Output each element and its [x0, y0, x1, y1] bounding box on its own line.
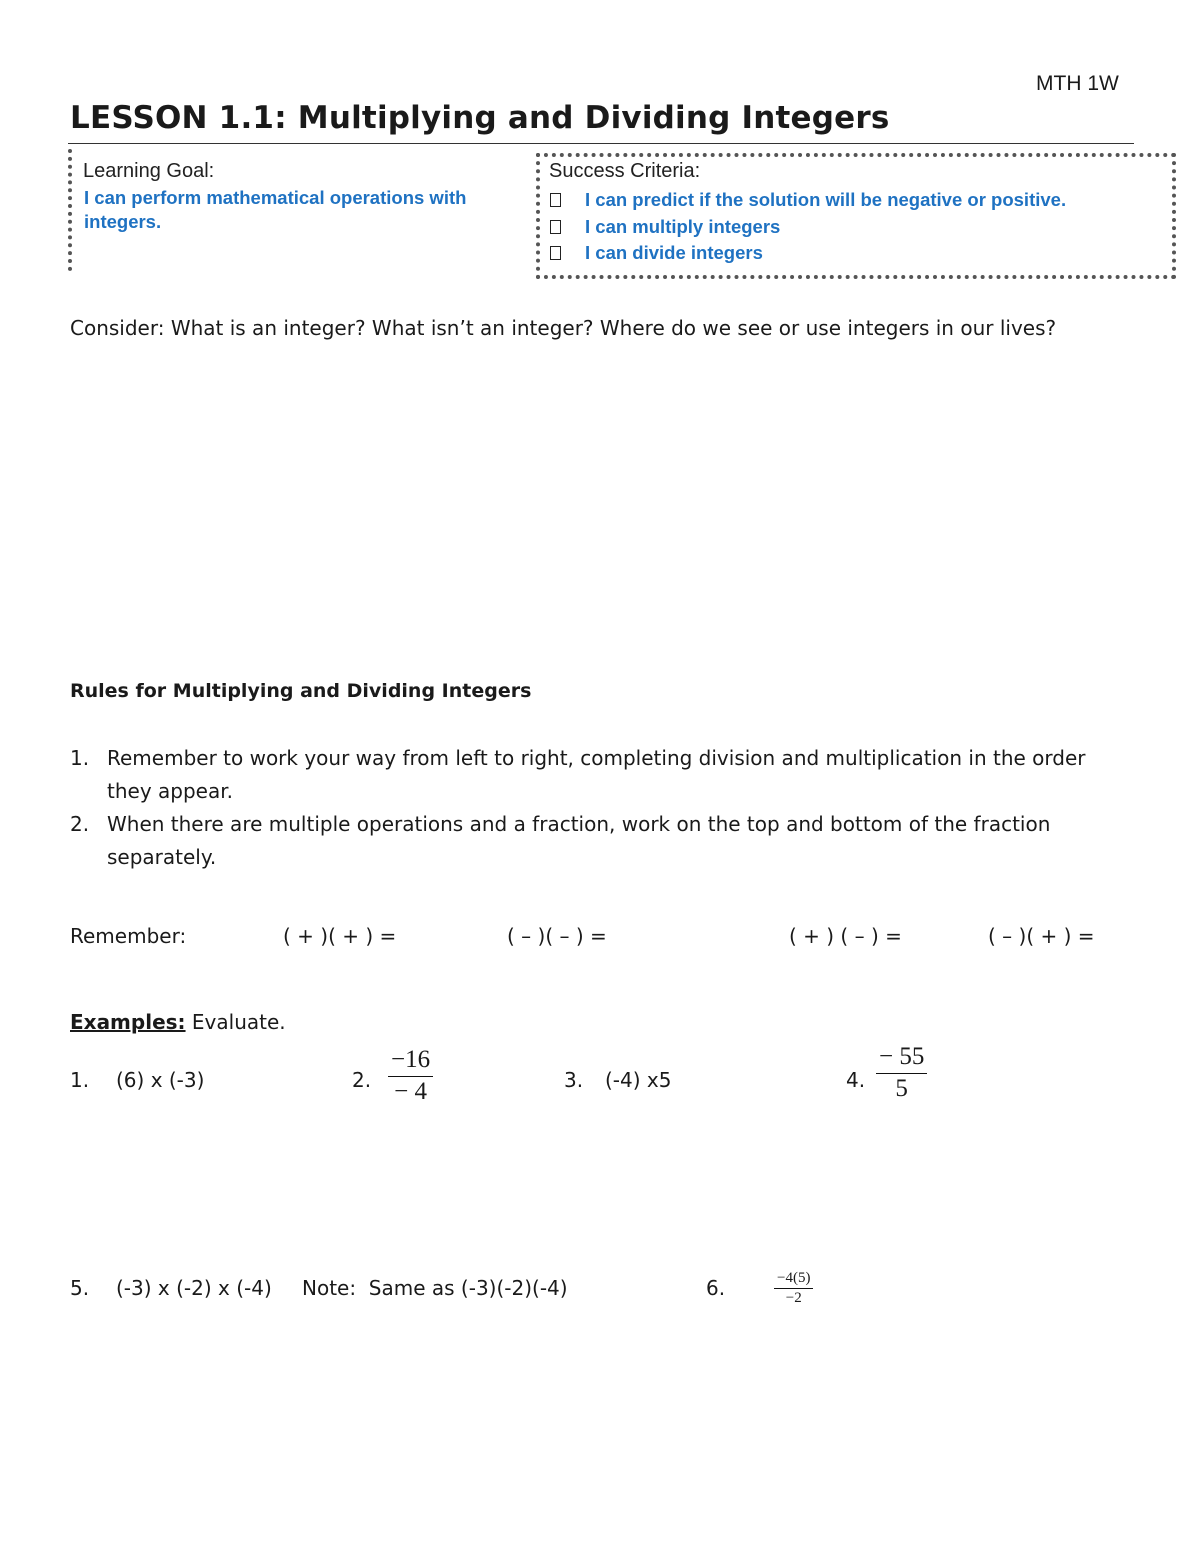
example-4-fraction	[876, 1043, 927, 1104]
rule-number: 1.	[70, 746, 90, 770]
lesson-title: LESSON 1.1: Multiplying and Dividing Integers	[70, 100, 890, 136]
example-6-fraction	[774, 1270, 813, 1308]
example-2-fraction	[388, 1046, 433, 1107]
checkbox-icon[interactable]	[550, 220, 561, 234]
example-5-note: Note: Same as (-3)(-2)(-4)	[302, 1276, 568, 1300]
example-3-expression: (-4) x5	[605, 1068, 672, 1092]
learning-goal-heading: Learning Goal:	[83, 160, 215, 182]
rule-item	[70, 808, 1130, 874]
success-criteria-list	[549, 187, 1066, 267]
example-5-number: 5.	[70, 1276, 90, 1300]
example-1-number: 1.	[70, 1068, 90, 1092]
sign-rule-neg-neg: ( – )( – ) =	[507, 924, 607, 948]
example-6-number: 6.	[706, 1276, 726, 1300]
fraction-denominator: 5	[895, 1074, 908, 1102]
success-criteria-item	[549, 187, 1066, 214]
example-1-expression: (6) x (-3)	[116, 1068, 205, 1092]
learning-goal-text: I can perform mathematical operations with integers.	[84, 187, 467, 232]
example-4-number: 4.	[846, 1068, 866, 1092]
fraction-numerator: − 55	[876, 1043, 927, 1074]
examples-instruction: Evaluate.	[191, 1010, 286, 1034]
example-3-number: 3.	[564, 1068, 584, 1092]
fraction-denominator: − 4	[394, 1077, 427, 1105]
sign-rule-pos-neg: ( + ) ( – ) =	[789, 924, 902, 948]
fraction-denominator: −2	[785, 1290, 802, 1307]
criteria-text: I can multiply integers	[585, 215, 781, 237]
example-5-expression: (-3) x (-2) x (-4)	[116, 1276, 272, 1300]
checkbox-icon[interactable]	[550, 246, 561, 260]
rule-text: Remember to work your way from left to right, completing division and multiplication in the order they appear.	[107, 746, 1086, 803]
rule-number: 2.	[70, 812, 90, 836]
remember-label: Remember:	[70, 924, 187, 948]
examples-heading	[70, 1010, 286, 1034]
fraction-numerator: −4(5)	[774, 1270, 813, 1289]
sign-rule-pos-pos: ( + )( + ) =	[283, 924, 397, 948]
title-divider	[68, 143, 1134, 144]
sign-rule-neg-pos: ( – )( + ) =	[988, 924, 1095, 948]
success-criteria-item	[549, 214, 1066, 241]
rules-list	[70, 742, 1130, 874]
success-criteria-heading: Success Criteria:	[549, 160, 701, 182]
rules-heading: Rules for Multiplying and Dividing Integers	[70, 680, 532, 702]
rule-item	[70, 742, 1130, 808]
consider-prompt: Consider: What is an integer? What isn’t an integer? Where do we see or use integers in our lives?	[70, 316, 1057, 340]
course-code: MTH 1W	[1036, 72, 1119, 95]
criteria-text: I can divide integers	[585, 242, 763, 264]
success-criteria-item	[549, 240, 1066, 267]
criteria-text: I can predict if the solution will be negative or positive.	[585, 189, 1067, 211]
rule-text: When there are multiple operations and a fraction, work on the top and bottom of the fraction separately.	[107, 812, 1051, 869]
fraction-numerator: −16	[388, 1046, 433, 1077]
checkbox-icon[interactable]	[550, 193, 561, 207]
example-2-number: 2.	[352, 1068, 372, 1092]
examples-label: Examples:	[70, 1010, 186, 1034]
